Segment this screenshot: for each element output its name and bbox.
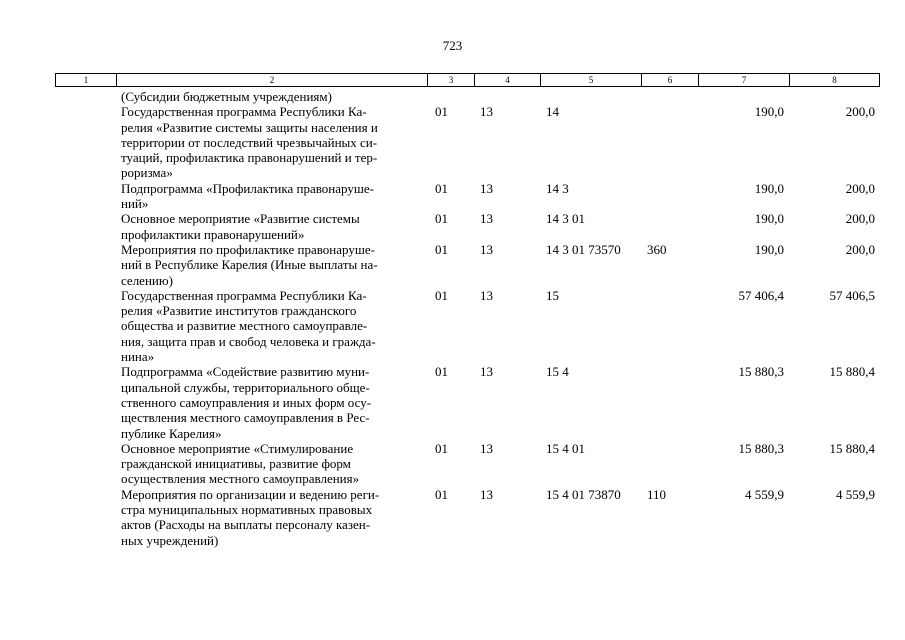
row-subsection-code: 13 [480,241,493,257]
description-line: ных учреждений) [121,532,219,548]
row-description [121,288,421,364]
row-amount-year2: 200,0 [845,104,875,120]
row-amount-year2: 4 559,9 [836,486,875,502]
row-amount-year2: 200,0 [845,211,875,227]
description-line: территории от последствий чрезвычайных си- [121,134,378,150]
column-header-2: 2 [117,74,428,87]
description-line: общества и развитие местного самоуправле- [121,318,368,334]
column-header-6: 6 [642,74,699,87]
row-amount-year1: 15 880,3 [738,364,784,380]
row-amount-year1: 190,0 [754,211,784,227]
column-header-7: 7 [699,74,790,87]
table-row [0,104,905,180]
row-amount-year1: 190,0 [754,104,784,120]
description-line: Мероприятия по профилактике правонаруше- [121,241,375,257]
row-target-article: 15 4 [546,364,569,380]
description-line: публике Карелия» [121,425,222,441]
description-line: ния, защита прав и свобод человека и гражда- [121,333,376,349]
row-amount-year2: 57 406,5 [829,287,875,303]
description-line: Подпрограмма «Профилактика правонаруше- [121,180,374,196]
row-target-article: 14 3 01 [546,211,585,227]
description-line: Основное мероприятие «Стимулирование [121,440,354,456]
description-line: Мероприятия по организации и ведению реги- [121,486,380,502]
description-line: селению) [121,272,173,288]
row-target-article: 15 [546,287,559,303]
description-line: стра муниципальных нормативных правовых [121,502,373,518]
description-line: нина» [121,349,155,365]
description-line: релия «Развитие институтов гражданского [121,303,357,319]
description-line: профилактики правонарушений» [121,226,305,242]
row-amount-year2: 200,0 [845,180,875,196]
row-description [121,242,421,288]
description-line: туаций, профилактика правонарушений и тер- [121,150,378,166]
row-description [121,487,421,548]
row-section-code: 01 [435,180,448,196]
table-row [0,441,905,487]
table-row [0,89,905,104]
row-amount-year1: 190,0 [754,180,784,196]
description-line: Государственная программа Республики Ка- [121,104,367,120]
row-section-code: 01 [435,486,448,502]
row-description [121,181,421,212]
description-line: (Субсидии бюджетным учреждениям) [121,89,332,104]
description-line: ственного самоуправления и иных форм осу- [121,394,372,410]
description-line: роризма» [121,165,173,181]
row-subsection-code: 13 [480,180,493,196]
row-target-article: 14 [546,104,559,120]
description-line: ципальной службы, территориального обще- [121,379,370,395]
table-row [0,242,905,288]
description-line: ний в Республике Карелия (Иные выплаты на- [121,257,378,273]
row-subsection-code: 13 [480,104,493,120]
row-amount-year2: 15 880,4 [829,440,875,456]
column-header-table [55,73,880,87]
row-subsection-code: 13 [480,486,493,502]
row-target-article: 14 3 01 73570 [546,241,621,257]
description-line: гражданской инициативы, развитие форм [121,456,351,472]
column-header-1: 1 [56,74,117,87]
table-body [0,89,905,548]
row-target-article: 15 4 01 73870 [546,486,621,502]
description-line: Подпрограмма «Содействие развитию муни- [121,364,370,380]
description-line: актов (Расходы на выплаты персоналу казен- [121,517,371,533]
row-amount-year1: 57 406,4 [738,287,784,303]
row-section-code: 01 [435,287,448,303]
row-amount-year1: 4 559,9 [745,486,784,502]
row-expense-type: 360 [647,241,667,257]
table-row [0,288,905,364]
row-description [121,211,421,242]
table-row [0,487,905,548]
page-number: 723 [442,38,463,53]
row-amount-year1: 15 880,3 [738,440,784,456]
row-section-code: 01 [435,440,448,456]
row-description [121,441,421,487]
row-section-code: 01 [435,104,448,120]
row-description [121,104,421,180]
row-section-code: 01 [435,364,448,380]
row-section-code: 01 [435,241,448,257]
row-amount-year1: 190,0 [754,241,784,257]
row-description [121,89,421,104]
column-header-8: 8 [790,74,880,87]
column-header-3: 3 [428,74,475,87]
row-subsection-code: 13 [480,287,493,303]
column-header-5: 5 [541,74,642,87]
description-line: Основное мероприятие «Развитие системы [121,211,360,227]
description-line: ществления местного самоуправления в Рес- [121,410,370,426]
row-section-code: 01 [435,211,448,227]
row-description [121,364,421,440]
description-line: релия «Развитие системы защиты населения и [121,119,378,135]
row-amount-year2: 15 880,4 [829,364,875,380]
table-row [0,364,905,440]
row-target-article: 14 3 [546,180,569,196]
table-row [0,181,905,212]
table-row [0,211,905,242]
column-header-4: 4 [475,74,541,87]
description-line: осуществления местного самоуправления» [121,471,360,487]
description-line: Государственная программа Республики Ка- [121,287,367,303]
row-expense-type: 110 [647,486,667,502]
row-subsection-code: 13 [480,440,493,456]
row-amount-year2: 200,0 [845,241,875,257]
row-subsection-code: 13 [480,364,493,380]
description-line: ний» [121,196,149,212]
row-subsection-code: 13 [480,211,493,227]
row-target-article: 15 4 01 [546,440,585,456]
